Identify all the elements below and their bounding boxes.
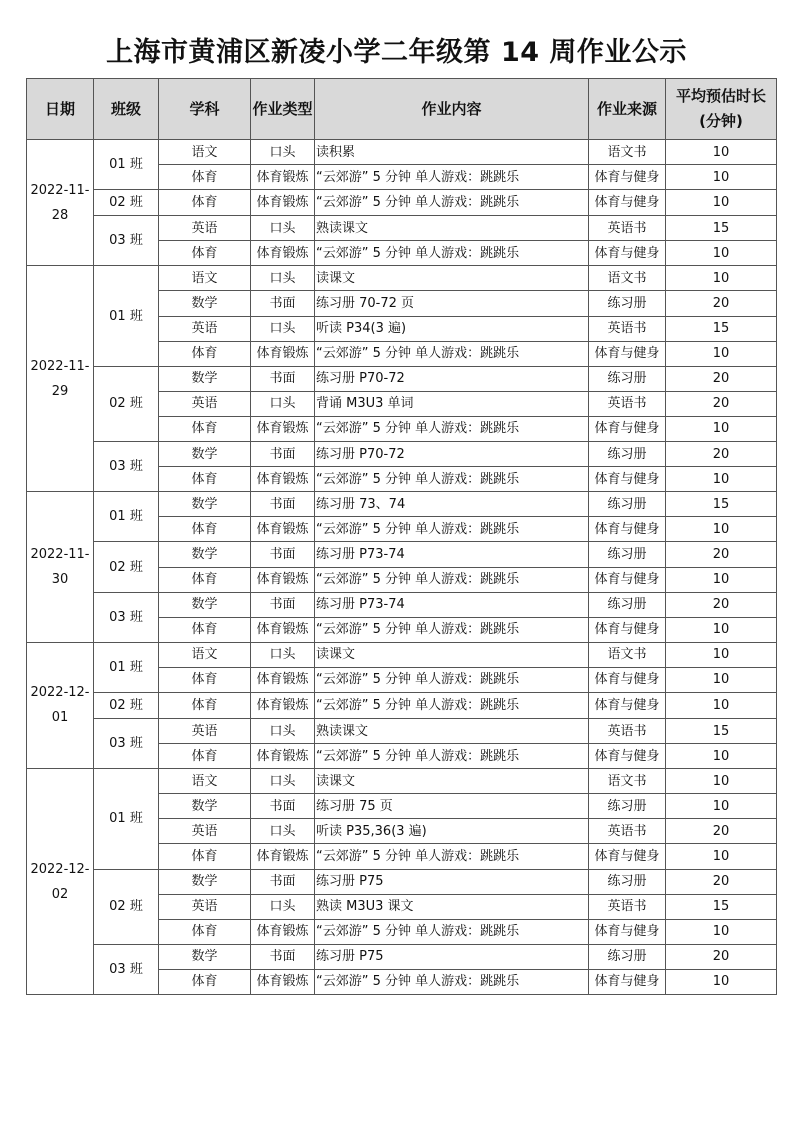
table-row [27, 140, 777, 165]
content-cell: 熟读课文 [315, 718, 589, 743]
subject-cell: 体育 [159, 241, 251, 266]
type-cell: 口头 [251, 316, 315, 341]
class-cell: 01 班 [94, 266, 159, 366]
date-cell: 2022-12-01 [27, 642, 94, 768]
source-cell: 体育与健身 [589, 341, 666, 366]
content-cell: “云郊游” 5 分钟 单人游戏：跳跳乐 [315, 692, 589, 718]
type-cell: 口头 [251, 769, 315, 794]
minutes-cell: 10 [666, 794, 777, 819]
minutes-cell: 10 [666, 517, 777, 542]
minutes-cell: 10 [666, 617, 777, 642]
source-cell: 体育与健身 [589, 416, 666, 441]
source-cell: 体育与健身 [589, 919, 666, 944]
type-cell: 体育锻炼 [251, 667, 315, 692]
type-cell: 口头 [251, 216, 315, 241]
content-cell: 练习册 P70-72 [315, 366, 589, 391]
minutes-cell: 10 [666, 165, 777, 190]
minutes-cell: 20 [666, 391, 777, 416]
source-cell: 英语书 [589, 718, 666, 743]
source-cell: 练习册 [589, 869, 666, 894]
type-cell: 书面 [251, 542, 315, 567]
subject-cell: 语文 [159, 769, 251, 794]
source-cell: 体育与健身 [589, 567, 666, 592]
table-row [27, 492, 777, 517]
type-cell: 书面 [251, 592, 315, 617]
content-cell: 读积累 [315, 140, 589, 165]
subject-cell: 数学 [159, 794, 251, 819]
content-cell: 练习册 P73-74 [315, 542, 589, 567]
type-cell: 书面 [251, 291, 315, 316]
class-cell: 01 班 [94, 492, 159, 542]
type-cell: 体育锻炼 [251, 692, 315, 718]
content-cell: “云郊游” 5 分钟 单人游戏：跳跳乐 [315, 567, 589, 592]
minutes-cell: 10 [666, 567, 777, 592]
source-cell: 英语书 [589, 819, 666, 844]
type-cell: 书面 [251, 492, 315, 517]
content-cell: 练习册 70-72 页 [315, 291, 589, 316]
content-cell: 熟读课文 [315, 216, 589, 241]
content-cell: “云郊游” 5 分钟 单人游戏：跳跳乐 [315, 617, 589, 642]
table-row [27, 442, 777, 467]
source-cell: 练习册 [589, 366, 666, 391]
minutes-cell: 10 [666, 844, 777, 869]
type-cell: 书面 [251, 944, 315, 969]
subject-cell: 体育 [159, 567, 251, 592]
class-cell: 02 班 [94, 190, 159, 216]
type-cell: 体育锻炼 [251, 241, 315, 266]
type-cell: 口头 [251, 718, 315, 743]
source-cell: 练习册 [589, 291, 666, 316]
table-row [27, 542, 777, 567]
subject-cell: 体育 [159, 667, 251, 692]
minutes-cell: 10 [666, 769, 777, 794]
source-cell: 语文书 [589, 140, 666, 165]
content-cell: 练习册 75 页 [315, 794, 589, 819]
type-cell: 体育锻炼 [251, 341, 315, 366]
subject-cell: 语文 [159, 642, 251, 667]
type-cell: 口头 [251, 140, 315, 165]
subject-cell: 体育 [159, 341, 251, 366]
content-cell: 练习册 P75 [315, 944, 589, 969]
type-cell: 书面 [251, 366, 315, 391]
minutes-cell: 10 [666, 190, 777, 216]
source-cell: 体育与健身 [589, 241, 666, 266]
type-cell: 体育锻炼 [251, 617, 315, 642]
class-cell: 02 班 [94, 692, 159, 718]
content-cell: “云郊游” 5 分钟 单人游戏：跳跳乐 [315, 667, 589, 692]
type-cell: 体育锻炼 [251, 190, 315, 216]
source-cell: 英语书 [589, 391, 666, 416]
type-cell: 体育锻炼 [251, 969, 315, 994]
minutes-cell: 10 [666, 266, 777, 291]
source-cell: 语文书 [589, 769, 666, 794]
subject-cell: 体育 [159, 517, 251, 542]
subject-cell: 体育 [159, 919, 251, 944]
source-cell: 练习册 [589, 592, 666, 617]
minutes-cell: 15 [666, 216, 777, 241]
minutes-cell: 15 [666, 894, 777, 919]
content-cell: 听读 P34(3 遍) [315, 316, 589, 341]
minutes-cell: 10 [666, 969, 777, 994]
content-cell: 熟读 M3U3 课文 [315, 894, 589, 919]
subject-cell: 体育 [159, 165, 251, 190]
minutes-cell: 20 [666, 542, 777, 567]
type-cell: 口头 [251, 642, 315, 667]
subject-cell: 数学 [159, 542, 251, 567]
class-cell: 03 班 [94, 216, 159, 266]
source-cell: 体育与健身 [589, 517, 666, 542]
content-cell: “云郊游” 5 分钟 单人游戏：跳跳乐 [315, 190, 589, 216]
subject-cell: 体育 [159, 467, 251, 492]
content-cell: “云郊游” 5 分钟 单人游戏：跳跳乐 [315, 919, 589, 944]
type-cell: 体育锻炼 [251, 844, 315, 869]
source-cell: 体育与健身 [589, 467, 666, 492]
class-cell: 03 班 [94, 944, 159, 994]
minutes-cell: 10 [666, 140, 777, 165]
source-cell: 练习册 [589, 492, 666, 517]
content-cell: “云郊游” 5 分钟 单人游戏：跳跳乐 [315, 165, 589, 190]
source-cell: 体育与健身 [589, 744, 666, 769]
minutes-cell: 20 [666, 592, 777, 617]
type-cell: 体育锻炼 [251, 919, 315, 944]
type-cell: 体育锻炼 [251, 517, 315, 542]
subject-cell: 体育 [159, 744, 251, 769]
minutes-cell: 20 [666, 291, 777, 316]
minutes-cell: 10 [666, 744, 777, 769]
type-cell: 体育锻炼 [251, 416, 315, 441]
subject-cell: 数学 [159, 492, 251, 517]
subject-cell: 英语 [159, 316, 251, 341]
source-cell: 体育与健身 [589, 844, 666, 869]
subject-cell: 体育 [159, 969, 251, 994]
source-cell: 语文书 [589, 266, 666, 291]
table-row [27, 692, 777, 718]
subject-cell: 数学 [159, 366, 251, 391]
source-cell: 语文书 [589, 642, 666, 667]
class-cell: 03 班 [94, 442, 159, 492]
minutes-cell: 10 [666, 241, 777, 266]
minutes-cell: 15 [666, 316, 777, 341]
subject-cell: 英语 [159, 216, 251, 241]
subject-cell: 数学 [159, 869, 251, 894]
subject-cell: 数学 [159, 592, 251, 617]
page-title: 上海市黄浦区新凌小学二年级第 14 周作业公示 [106, 37, 687, 68]
table-body [27, 140, 777, 995]
date-cell: 2022-11-29 [27, 266, 94, 492]
subject-cell: 体育 [159, 190, 251, 216]
homework-table [26, 78, 777, 995]
type-cell: 体育锻炼 [251, 165, 315, 190]
content-cell: 练习册 P75 [315, 869, 589, 894]
header-type: 作业类型 [251, 79, 315, 140]
content-cell: “云郊游” 5 分钟 单人游戏：跳跳乐 [315, 517, 589, 542]
minutes-cell: 15 [666, 492, 777, 517]
header-subject: 学科 [159, 79, 251, 140]
minutes-cell: 10 [666, 919, 777, 944]
content-cell: 练习册 P70-72 [315, 442, 589, 467]
source-cell: 体育与健身 [589, 165, 666, 190]
subject-cell: 体育 [159, 617, 251, 642]
table-row [27, 266, 777, 291]
subject-cell: 英语 [159, 718, 251, 743]
content-cell: “云郊游” 5 分钟 单人游戏：跳跳乐 [315, 241, 589, 266]
subject-cell: 体育 [159, 416, 251, 441]
class-cell: 03 班 [94, 718, 159, 768]
minutes-cell: 10 [666, 416, 777, 441]
date-cell: 2022-12-02 [27, 769, 94, 995]
table-row [27, 190, 777, 216]
type-cell: 体育锻炼 [251, 467, 315, 492]
type-cell: 口头 [251, 819, 315, 844]
content-cell: “云郊游” 5 分钟 单人游戏：跳跳乐 [315, 467, 589, 492]
class-cell: 01 班 [94, 140, 159, 190]
content-cell: 读课文 [315, 266, 589, 291]
table-row [27, 366, 777, 391]
subject-cell: 数学 [159, 442, 251, 467]
type-cell: 口头 [251, 391, 315, 416]
source-cell: 英语书 [589, 316, 666, 341]
date-cell: 2022-11-28 [27, 140, 94, 266]
subject-cell: 体育 [159, 692, 251, 718]
table-row [27, 769, 777, 794]
table-row [27, 869, 777, 894]
class-cell: 01 班 [94, 642, 159, 692]
table-row [27, 944, 777, 969]
header-source: 作业来源 [589, 79, 666, 140]
content-cell: “云郊游” 5 分钟 单人游戏：跳跳乐 [315, 416, 589, 441]
class-cell: 02 班 [94, 869, 159, 944]
subject-cell: 语文 [159, 140, 251, 165]
type-cell: 书面 [251, 869, 315, 894]
type-cell: 书面 [251, 794, 315, 819]
content-cell: 练习册 73、74 [315, 492, 589, 517]
source-cell: 英语书 [589, 894, 666, 919]
subject-cell: 体育 [159, 844, 251, 869]
source-cell: 体育与健身 [589, 617, 666, 642]
minutes-cell: 20 [666, 869, 777, 894]
source-cell: 体育与健身 [589, 190, 666, 216]
source-cell: 练习册 [589, 794, 666, 819]
minutes-cell: 10 [666, 642, 777, 667]
source-cell: 体育与健身 [589, 969, 666, 994]
source-cell: 练习册 [589, 442, 666, 467]
content-cell: 听读 P35,36(3 遍) [315, 819, 589, 844]
content-cell: 读课文 [315, 769, 589, 794]
minutes-cell: 10 [666, 692, 777, 718]
header-minutes: 平均预估时长(分钟) [666, 79, 777, 140]
content-cell: 读课文 [315, 642, 589, 667]
source-cell: 体育与健身 [589, 667, 666, 692]
source-cell: 体育与健身 [589, 692, 666, 718]
type-cell: 书面 [251, 442, 315, 467]
minutes-cell: 10 [666, 667, 777, 692]
date-cell: 2022-11-30 [27, 492, 94, 643]
content-cell: “云郊游” 5 分钟 单人游戏：跳跳乐 [315, 341, 589, 366]
header-row [27, 79, 777, 140]
minutes-cell: 20 [666, 819, 777, 844]
table-row [27, 216, 777, 241]
minutes-cell: 15 [666, 718, 777, 743]
source-cell: 英语书 [589, 216, 666, 241]
subject-cell: 英语 [159, 894, 251, 919]
subject-cell: 数学 [159, 291, 251, 316]
header-date: 日期 [27, 79, 94, 140]
minutes-cell: 10 [666, 341, 777, 366]
class-cell: 02 班 [94, 366, 159, 441]
type-cell: 体育锻炼 [251, 567, 315, 592]
class-cell: 01 班 [94, 769, 159, 869]
type-cell: 口头 [251, 266, 315, 291]
source-cell: 练习册 [589, 944, 666, 969]
class-cell: 03 班 [94, 592, 159, 642]
subject-cell: 数学 [159, 944, 251, 969]
source-cell: 练习册 [589, 542, 666, 567]
content-cell: 背诵 M3U3 单词 [315, 391, 589, 416]
subject-cell: 英语 [159, 819, 251, 844]
table-row [27, 592, 777, 617]
header-content: 作业内容 [315, 79, 589, 140]
content-cell: 练习册 P73-74 [315, 592, 589, 617]
table-row [27, 642, 777, 667]
class-cell: 02 班 [94, 542, 159, 592]
table-row [27, 718, 777, 743]
subject-cell: 语文 [159, 266, 251, 291]
content-cell: “云郊游” 5 分钟 单人游戏：跳跳乐 [315, 744, 589, 769]
subject-cell: 英语 [159, 391, 251, 416]
minutes-cell: 20 [666, 366, 777, 391]
minutes-cell: 10 [666, 467, 777, 492]
content-cell: “云郊游” 5 分钟 单人游戏：跳跳乐 [315, 844, 589, 869]
minutes-cell: 20 [666, 442, 777, 467]
minutes-cell: 20 [666, 944, 777, 969]
type-cell: 体育锻炼 [251, 744, 315, 769]
content-cell: “云郊游” 5 分钟 单人游戏：跳跳乐 [315, 969, 589, 994]
header-class: 班级 [94, 79, 159, 140]
type-cell: 口头 [251, 894, 315, 919]
